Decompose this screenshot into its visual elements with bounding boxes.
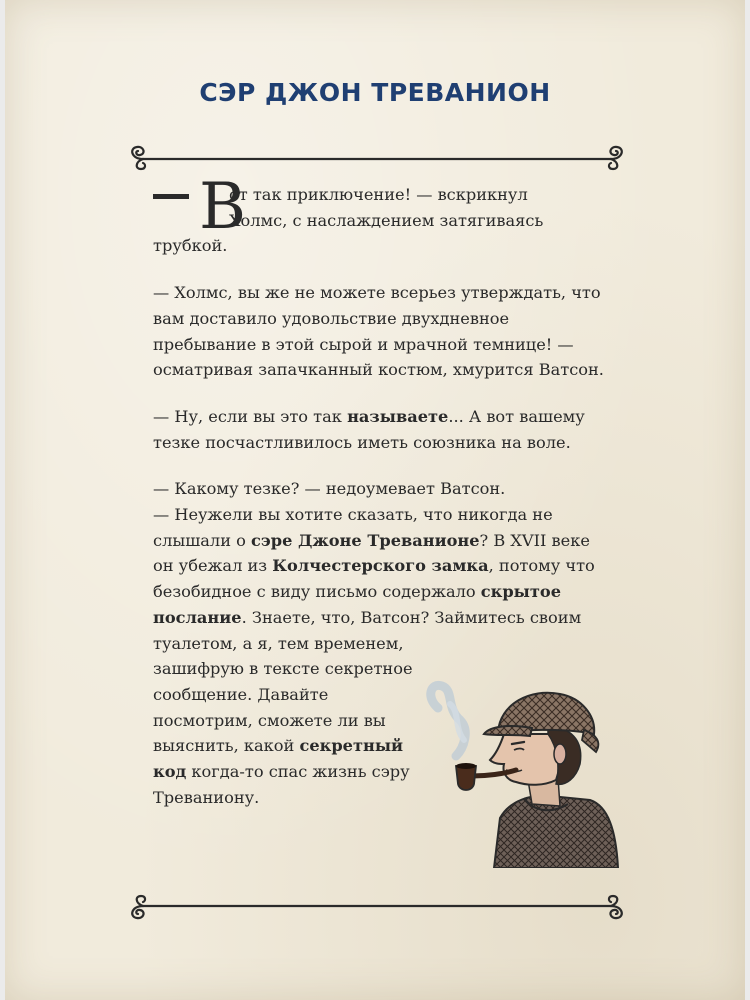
watson-paragraph: — Холмс, вы же не можете всерьез утверждать, что вам доставило удовольствие двухдневное пребывание в этой сырой и мрачной темнице! — осматривая запачканный костюм, хмурится Ватсон. (153, 283, 604, 380)
dialogue-text-3: , потому что безобидное с виду письмо содержало (153, 556, 595, 602)
closing-text-2: когда-то спас жизнь сэру Треваниону. (153, 762, 410, 807)
holmes-question-text: — Неужели вы хотите сказать, что никогда не слышали о (153, 505, 553, 550)
intro-line-3: трубкой. (153, 236, 228, 256)
holmes-reply-text-1: — Ну, если вы это так (153, 406, 348, 426)
drop-cap: В (199, 170, 247, 244)
ornament-divider-top-icon (127, 142, 627, 172)
dialogue-text-2: ? В XVII веке он убежал из (153, 530, 590, 576)
closing-paragraph (153, 631, 423, 811)
holmes-reply-text-2: ... А вот вашему тезке посчастливилось иметь союзника на воле. (153, 406, 585, 452)
book-page (5, 0, 745, 1000)
intro-paragraph (153, 170, 615, 259)
holmes-reply-bold: называете (347, 406, 449, 426)
ornament-divider-bottom-icon (127, 893, 627, 923)
trevanion-name-bold: сэре Джоне Треванионе (251, 530, 480, 550)
sherlock-holmes-illustration-icon (420, 668, 630, 868)
dialogue-text-4: . Знаете, что, Ватсон? Займитесь своим (241, 607, 582, 627)
intro-line-2: Холмс, с наслаждением затягиваясь (229, 210, 544, 230)
page-title: СЭР ДЖОН ТРЕВАНИОН (199, 78, 551, 107)
castle-name-bold: Колчестерского замка (272, 556, 489, 576)
watson-question: — Какому тезке? — недоумевает Ватсон. (153, 479, 506, 499)
dialogue-paragraph (153, 476, 615, 630)
lead-dash (153, 194, 189, 199)
closing-text-1: туалетом, а я, тем временем, зашифрую в тексте секретное сообщение. Давайте посмотрим, сможете ли вы выяснить, какой (153, 633, 413, 756)
hidden-message-bold: скрытое послание (153, 582, 562, 627)
intro-line-1: от так приключение! — вскрикнул (229, 185, 528, 204)
holmes-reply-paragraph (153, 404, 615, 455)
secret-code-bold: секретный код (153, 736, 404, 782)
